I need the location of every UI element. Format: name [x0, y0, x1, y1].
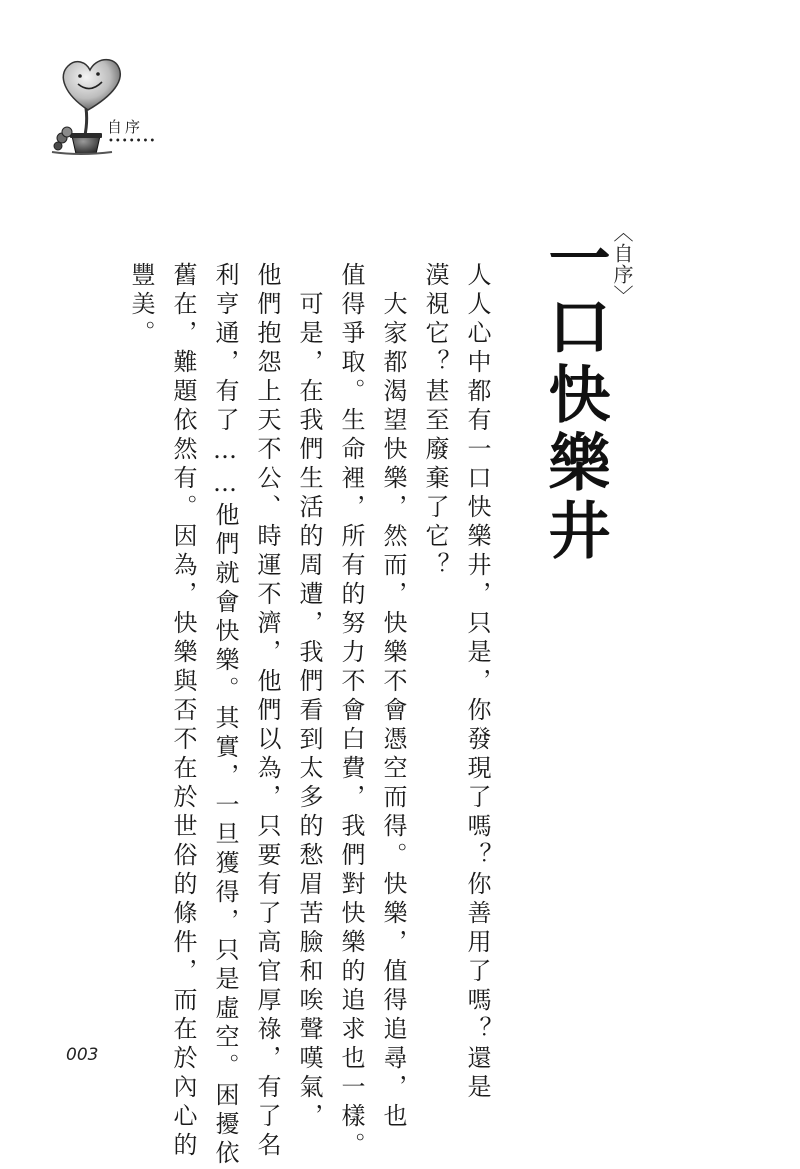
chapter-title: 一口快樂井	[538, 226, 611, 566]
body-line: 利亨通，有了……他們就會快樂。其實，一旦獲得，只是虛空。困擾依	[211, 262, 239, 1169]
body-line: 他們抱怨上天不公、時運不濟，他們以為，只要有了高官厚祿，有了名	[253, 262, 281, 1161]
body-line: 值得爭取。生命裡，所有的努力不會白費，我們對快樂的追求也一樣。	[337, 262, 365, 1161]
body-line: 漠視它？甚至廢棄了它？	[421, 262, 449, 581]
body-line: 可是，在我們生活的周遭，我們看到太多的愁眉苦臉和唉聲嘆氣，	[295, 262, 323, 1132]
running-header-dots: •••••••	[108, 136, 157, 147]
running-header-label: 自序	[107, 118, 144, 136]
body-line: 大家都渴望快樂，然而，快樂不會憑空而得。快樂，值得追尋，也	[379, 262, 407, 1132]
body-line: 舊在，難題依然有。因為，快樂與否不在於世俗的條件，而在於內心的	[169, 262, 197, 1161]
body-line: 豐美。	[127, 262, 155, 349]
chapter-label: 〈自序〉	[610, 222, 634, 306]
body-text	[120, 262, 498, 1169]
page-number: 003	[66, 1045, 99, 1065]
body-line: 人人心中都有一口快樂井，只是，你發現了嗎？你善用了嗎？還是	[463, 262, 491, 1103]
